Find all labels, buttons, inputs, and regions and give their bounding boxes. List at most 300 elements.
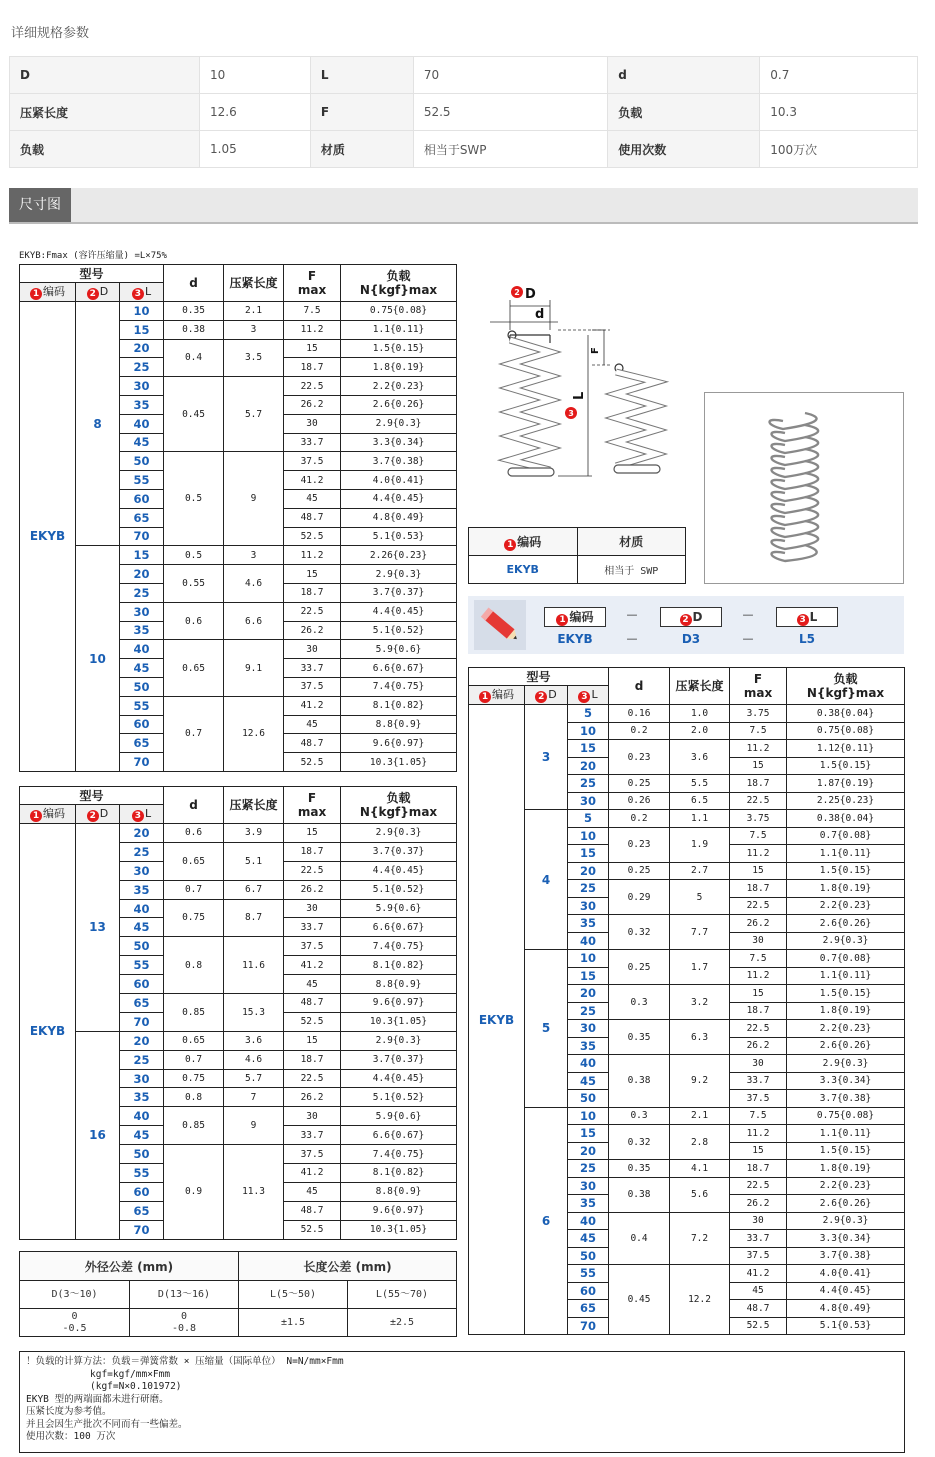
tol-col: D(13～16)	[130, 1281, 239, 1309]
spring-image-icon	[705, 393, 905, 585]
marker-1-icon: 1	[479, 691, 491, 703]
solid-length: 6.7	[224, 880, 284, 899]
code-header: 1 编码	[469, 686, 525, 705]
free-length[interactable]: 20	[568, 862, 609, 880]
solid-length-header: 压紧长度	[224, 787, 284, 824]
load-max: 2.2{0.23}	[787, 1177, 905, 1195]
f-max: 45	[730, 1282, 787, 1300]
free-length[interactable]: 45	[120, 1126, 164, 1145]
f-max: 18.7	[284, 358, 341, 377]
material-table	[468, 527, 686, 584]
free-length[interactable]: 50	[120, 677, 164, 696]
free-length[interactable]: 50	[120, 937, 164, 956]
free-length[interactable]: 25	[568, 880, 609, 898]
free-length[interactable]: 15	[120, 320, 164, 339]
wire-diameter: 0.32	[609, 915, 670, 950]
free-length[interactable]: 20	[568, 757, 609, 775]
free-length[interactable]: 5	[568, 705, 609, 723]
f-max: 15	[730, 757, 787, 775]
f-max: 22.5	[284, 377, 341, 396]
free-length[interactable]: 50	[568, 1247, 609, 1265]
free-length[interactable]: 35	[120, 621, 164, 640]
solid-length: 5.7	[224, 377, 284, 452]
diagram-label-d: d	[535, 307, 545, 322]
solid-length-header: 压紧长度	[224, 265, 284, 302]
wire-diameter: 0.2	[609, 722, 670, 740]
f-max: 3.75	[730, 705, 787, 723]
free-length[interactable]: 65	[120, 1201, 164, 1220]
dash: —	[626, 608, 638, 621]
free-length[interactable]: 10	[568, 1107, 609, 1125]
wire-diameter: 0.65	[164, 640, 224, 696]
marker-1-icon: 1	[30, 810, 42, 822]
free-length[interactable]: 25	[568, 775, 609, 793]
f-max: 52.5	[284, 753, 341, 772]
outer-diameter: 8	[76, 302, 120, 546]
free-length[interactable]: 35	[120, 395, 164, 414]
solid-length-header: 压紧长度	[670, 668, 730, 705]
f-max-header: F max	[284, 787, 341, 824]
load-max: 6.6{0.67}	[341, 1126, 457, 1145]
f-max: 11.2	[284, 320, 341, 339]
free-length[interactable]: 40	[120, 640, 164, 659]
free-length[interactable]: 70	[120, 1220, 164, 1239]
free-length[interactable]: 25	[568, 1002, 609, 1020]
free-length[interactable]: 70	[120, 527, 164, 546]
solid-length: 8.7	[224, 899, 284, 937]
table-row	[20, 302, 457, 321]
free-length[interactable]: 35	[568, 915, 609, 933]
solid-length: 1.1	[670, 810, 730, 828]
outer-diameter: 16	[76, 1031, 120, 1239]
wire-diameter: 0.25	[609, 775, 670, 793]
load-max: 5.1{0.52}	[341, 621, 457, 640]
f-max: 48.7	[284, 994, 341, 1013]
free-length[interactable]: 25	[568, 1160, 609, 1178]
wire-diameter: 0.2	[609, 810, 670, 828]
f-max: 7.5	[730, 1107, 787, 1125]
f-max: 15	[284, 1031, 341, 1050]
spec-key: d	[608, 57, 760, 94]
free-length[interactable]: 45	[120, 918, 164, 937]
pencil-icon	[474, 600, 526, 650]
wire-diameter: 0.38	[609, 1055, 670, 1108]
free-length[interactable]: 55	[120, 956, 164, 975]
table-row	[469, 950, 905, 968]
free-length[interactable]: 30	[568, 1020, 609, 1038]
marker-3-icon: 3	[578, 691, 590, 703]
free-length[interactable]: 10	[568, 722, 609, 740]
solid-length: 5	[670, 880, 730, 915]
load-max: 3.3{0.34}	[787, 1072, 905, 1090]
free-length[interactable]: 40	[120, 414, 164, 433]
free-length[interactable]: 40	[568, 1055, 609, 1073]
f-max: 18.7	[730, 1002, 787, 1020]
free-length[interactable]: 35	[568, 1037, 609, 1055]
solid-length: 4.6	[224, 565, 284, 603]
wire-diameter: 0.5	[164, 452, 224, 546]
solid-length: 3.6	[224, 1031, 284, 1050]
l-header: 3 L	[120, 283, 164, 302]
wire-diameter: 0.65	[164, 1031, 224, 1050]
free-length[interactable]: 25	[120, 842, 164, 861]
f-max: 33.7	[284, 1126, 341, 1145]
spec-value: 12.6	[200, 94, 311, 131]
code-value-3: L5	[799, 632, 815, 646]
free-length[interactable]: 40	[568, 932, 609, 950]
wire-diameter: 0.3	[609, 1107, 670, 1125]
fmax-note: EKYB:Fmax (容许压缩量) =L×75%	[19, 251, 167, 261]
load-max: 1.1{0.11}	[787, 967, 905, 985]
load-max: 7.4{0.75}	[341, 677, 457, 696]
solid-length: 3.9	[224, 824, 284, 843]
load-max: 0.75{0.08}	[787, 1107, 905, 1125]
solid-length: 1.7	[670, 950, 730, 985]
spec-value: 10.3	[760, 94, 918, 131]
load-max: 8.1{0.82}	[341, 956, 457, 975]
free-length[interactable]: 35	[120, 880, 164, 899]
load-max: 2.9{0.3}	[341, 565, 457, 584]
solid-length: 6.6	[224, 602, 284, 640]
free-length[interactable]: 15	[568, 967, 609, 985]
free-length[interactable]: 20	[120, 565, 164, 584]
f-max: 41.2	[284, 696, 341, 715]
load-max: 1.1{0.11}	[787, 845, 905, 863]
length-tolerance-header: 长度公差 (mm)	[239, 1252, 457, 1281]
solid-length: 5.1	[224, 842, 284, 880]
f-max: 30	[730, 1212, 787, 1230]
code-example-bar	[468, 596, 904, 654]
free-length[interactable]: 30	[120, 861, 164, 880]
marker-2-icon: 2	[535, 691, 547, 703]
free-length[interactable]: 60	[120, 975, 164, 994]
tol-col: D(3～10)	[20, 1281, 130, 1309]
f-max: 18.7	[730, 880, 787, 898]
wire-diameter: 0.26	[609, 792, 670, 810]
wire-diameter: 0.85	[164, 994, 224, 1032]
free-length[interactable]: 50	[568, 1090, 609, 1108]
f-max: 15	[284, 824, 341, 843]
solid-length: 7.7	[670, 915, 730, 950]
load-max: 2.9{0.3}	[787, 1055, 905, 1073]
free-length[interactable]: 20	[120, 824, 164, 843]
solid-length: 3.5	[224, 339, 284, 377]
svg-text:2: 2	[514, 288, 520, 297]
f-max: 11.2	[730, 845, 787, 863]
code-header: 1 编码	[20, 805, 76, 824]
solid-length: 1.9	[670, 827, 730, 862]
free-length[interactable]: 60	[120, 715, 164, 734]
dash: —	[742, 608, 754, 621]
load-max: 5.1{0.53}	[787, 1317, 905, 1335]
f-max: 48.7	[284, 734, 341, 753]
wire-diameter: 0.29	[609, 880, 670, 915]
load-max: 1.5{0.15}	[787, 862, 905, 880]
f-max: 26.2	[730, 915, 787, 933]
load-max: 4.4{0.45}	[341, 602, 457, 621]
f-max: 33.7	[284, 659, 341, 678]
load-max: 3.7{0.37}	[341, 842, 457, 861]
spec-value: 52.5	[413, 94, 607, 131]
table-row	[20, 824, 457, 843]
load-max: 1.87{0.19}	[787, 775, 905, 793]
solid-length: 4.6	[224, 1050, 284, 1069]
bottom-note: ！负载的计算方法：负载＝弹簧常数 × 压缩量（国际单位） N=N/mm×Fmm kgf=kgf/mm×Fmm (kgf=N×0.101972) EKYB 型的两端面都未进行研磨。 压紧长度为参考值。 并且会因生产批次不同而有一些偏差。 使用次数：100 万次	[19, 1351, 905, 1453]
f-max: 33.7	[284, 918, 341, 937]
f-max: 48.7	[284, 508, 341, 527]
free-length[interactable]: 70	[120, 753, 164, 772]
load-max: 2.6{0.26}	[787, 1195, 905, 1213]
wire-diameter: 0.38	[609, 1177, 670, 1212]
spec-table	[9, 56, 918, 168]
f-max: 26.2	[284, 395, 341, 414]
free-length[interactable]: 55	[568, 1265, 609, 1283]
tol-val: ±2.5	[348, 1309, 457, 1337]
free-length[interactable]: 55	[120, 1164, 164, 1183]
load-max: 0.7{0.08}	[787, 827, 905, 845]
wire-diameter: 0.75	[164, 899, 224, 937]
marker-3-icon: 3	[132, 810, 144, 822]
load-max: 2.2{0.23}	[341, 377, 457, 396]
f-max: 7.5	[730, 950, 787, 968]
wire-diameter: 0.45	[164, 377, 224, 452]
free-length[interactable]: 5	[568, 810, 609, 828]
spec-value: 相当于SWP	[413, 131, 607, 168]
free-length[interactable]: 30	[120, 1069, 164, 1088]
solid-length: 5.7	[224, 1069, 284, 1088]
solid-length: 5.5	[670, 775, 730, 793]
wire-diameter: 0.8	[164, 1088, 224, 1107]
diagram-label-F: F	[590, 347, 601, 354]
load-max: 8.1{0.82}	[341, 1164, 457, 1183]
load-max: 6.6{0.67}	[341, 918, 457, 937]
wire-diameter: 0.45	[609, 1265, 670, 1335]
free-length[interactable]: 30	[568, 897, 609, 915]
f-max: 30	[284, 899, 341, 918]
f-max: 15	[730, 1142, 787, 1160]
spec-row	[10, 57, 918, 94]
free-length[interactable]: 50	[120, 452, 164, 471]
model-header: 型号	[20, 265, 164, 283]
table-row	[469, 1107, 905, 1125]
free-length[interactable]: 15	[568, 845, 609, 863]
free-length[interactable]: 45	[568, 1230, 609, 1248]
free-length[interactable]: 40	[120, 1107, 164, 1126]
f-max: 11.2	[730, 740, 787, 758]
load-max: 1.1{0.11}	[787, 1125, 905, 1143]
solid-length: 7.2	[670, 1212, 730, 1265]
load-max: 4.0{0.41}	[341, 471, 457, 490]
free-length[interactable]: 65	[120, 734, 164, 753]
l-header: 3 L	[568, 686, 609, 705]
f-max: 15	[284, 339, 341, 358]
free-length[interactable]: 10	[568, 950, 609, 968]
f-max: 11.2	[284, 546, 341, 565]
load-max: 9.6{0.97}	[341, 734, 457, 753]
f-max-header: F max	[284, 265, 341, 302]
load-max: 2.25{0.23}	[787, 792, 905, 810]
free-length[interactable]: 20	[568, 1142, 609, 1160]
load-max: 5.1{0.52}	[341, 1088, 457, 1107]
f-max: 22.5	[730, 897, 787, 915]
series-code: EKYB	[469, 705, 525, 1335]
free-length[interactable]: 45	[568, 1072, 609, 1090]
marker-2-icon: 2	[87, 288, 99, 300]
wire-diameter: 0.23	[609, 827, 670, 862]
load-max: 4.8{0.49}	[787, 1300, 905, 1318]
tab-dimension-drawing[interactable]: 尺寸图	[9, 188, 71, 222]
wire-diameter: 0.5	[164, 546, 224, 565]
marker-1-icon: 1	[504, 539, 516, 551]
f-max: 45	[284, 489, 341, 508]
free-length[interactable]: 35	[120, 1088, 164, 1107]
free-length[interactable]: 65	[120, 508, 164, 527]
f-max: 15	[284, 565, 341, 584]
free-length[interactable]: 55	[120, 471, 164, 490]
free-length[interactable]: 10	[120, 302, 164, 321]
f-max: 18.7	[284, 842, 341, 861]
load-max: 1.8{0.19}	[787, 1160, 905, 1178]
load-max: 2.9{0.3}	[787, 1212, 905, 1230]
f-max: 33.7	[730, 1072, 787, 1090]
spec-row	[10, 94, 918, 131]
free-length[interactable]: 20	[120, 1031, 164, 1050]
free-length[interactable]: 25	[120, 358, 164, 377]
solid-length: 9	[224, 1107, 284, 1145]
free-length[interactable]: 50	[120, 1145, 164, 1164]
f-max: 11.2	[730, 1125, 787, 1143]
load-max: 2.9{0.3}	[787, 932, 905, 950]
f-max: 48.7	[730, 1300, 787, 1318]
free-length[interactable]: 30	[120, 377, 164, 396]
load-max: 3.7{0.38}	[787, 1090, 905, 1108]
load-max: 1.5{0.15}	[341, 339, 457, 358]
wire-diameter: 0.55	[164, 565, 224, 603]
f-max: 41.2	[730, 1265, 787, 1283]
free-length[interactable]: 40	[568, 1212, 609, 1230]
series-code: EKYB	[20, 824, 76, 1240]
load-max: 0.75{0.08}	[341, 302, 457, 321]
tol-val: 0 -0.5	[20, 1309, 130, 1337]
f-max: 18.7	[730, 775, 787, 793]
f-max: 37.5	[284, 1145, 341, 1164]
spec-key: 材质	[310, 131, 413, 168]
load-max: 4.4{0.45}	[787, 1282, 905, 1300]
load-max: 0.7{0.08}	[787, 950, 905, 968]
spec-table-2	[19, 786, 457, 1240]
material-value: 相当于 SWP	[577, 556, 686, 584]
free-length[interactable]: 65	[568, 1300, 609, 1318]
f-max: 18.7	[284, 583, 341, 602]
free-length[interactable]: 15	[568, 740, 609, 758]
f-max: 22.5	[284, 861, 341, 880]
f-max: 18.7	[730, 1160, 787, 1178]
free-length[interactable]: 30	[568, 1177, 609, 1195]
load-max: 6.6{0.67}	[341, 659, 457, 678]
wire-diameter: 0.8	[164, 937, 224, 994]
free-length[interactable]: 35	[568, 1195, 609, 1213]
solid-length: 15.3	[224, 994, 284, 1032]
wire-diameter: 0.32	[609, 1125, 670, 1160]
model-header: 型号	[469, 668, 609, 686]
free-length[interactable]: 40	[120, 899, 164, 918]
load-max: 2.2{0.23}	[787, 1020, 905, 1038]
free-length[interactable]: 60	[120, 1182, 164, 1201]
f-max: 37.5	[284, 937, 341, 956]
f-max: 11.2	[730, 967, 787, 985]
d-header: 2 D	[76, 283, 120, 302]
code-box-2: 2 D	[660, 607, 722, 627]
free-length[interactable]: 70	[568, 1317, 609, 1335]
wire-d-header: d	[164, 265, 224, 302]
load-max: 0.75{0.08}	[787, 722, 905, 740]
od-tolerance-header: 外径公差 (mm)	[20, 1252, 239, 1281]
free-length[interactable]: 45	[120, 659, 164, 678]
free-length[interactable]: 60	[120, 489, 164, 508]
free-length[interactable]: 30	[120, 602, 164, 621]
diagram-label-D: D	[525, 287, 536, 302]
free-length[interactable]: 20	[568, 985, 609, 1003]
spec-key: 负载	[608, 94, 760, 131]
load-max: 3.7{0.38}	[787, 1247, 905, 1265]
free-length[interactable]: 60	[568, 1282, 609, 1300]
load-max: 8.8{0.9}	[341, 715, 457, 734]
load-max: 5.1{0.52}	[341, 880, 457, 899]
spring-diagram	[480, 280, 680, 485]
solid-length: 5.6	[670, 1177, 730, 1212]
section-bar	[9, 188, 918, 224]
solid-length: 2.8	[670, 1125, 730, 1160]
load-max: 1.5{0.15}	[787, 985, 905, 1003]
marker-1-icon: 1	[30, 288, 42, 300]
d-header: 2 D	[76, 805, 120, 824]
free-length[interactable]: 25	[120, 583, 164, 602]
f-max: 26.2	[730, 1037, 787, 1055]
load-max: 1.5{0.15}	[787, 757, 905, 775]
free-length[interactable]: 25	[120, 1050, 164, 1069]
spec-key: D	[10, 57, 200, 94]
free-length[interactable]: 15	[568, 1125, 609, 1143]
free-length[interactable]: 20	[120, 339, 164, 358]
solid-length: 2.1	[670, 1107, 730, 1125]
f-max: 7.5	[730, 827, 787, 845]
free-length[interactable]: 55	[120, 696, 164, 715]
f-max: 45	[284, 715, 341, 734]
f-max: 52.5	[730, 1317, 787, 1335]
f-max: 22.5	[730, 1177, 787, 1195]
wire-diameter: 0.7	[164, 880, 224, 899]
f-max: 52.5	[284, 527, 341, 546]
f-max: 37.5	[730, 1090, 787, 1108]
wire-diameter: 0.85	[164, 1107, 224, 1145]
free-length[interactable]: 15	[120, 546, 164, 565]
free-length[interactable]: 70	[120, 1012, 164, 1031]
wire-diameter: 0.75	[164, 1069, 224, 1088]
wire-diameter: 0.7	[164, 1050, 224, 1069]
free-length[interactable]: 65	[120, 994, 164, 1013]
f-max: 22.5	[730, 792, 787, 810]
solid-length: 4.1	[670, 1160, 730, 1178]
wire-diameter: 0.35	[164, 302, 224, 321]
code-box-3: 3 L	[776, 607, 838, 627]
free-length[interactable]: 30	[568, 792, 609, 810]
spec-value: 100万次	[760, 131, 918, 168]
wire-diameter: 0.35	[609, 1020, 670, 1055]
load-max: 4.4{0.45}	[341, 1069, 457, 1088]
load-max: 4.4{0.45}	[341, 861, 457, 880]
free-length[interactable]: 45	[120, 433, 164, 452]
free-length[interactable]: 10	[568, 827, 609, 845]
